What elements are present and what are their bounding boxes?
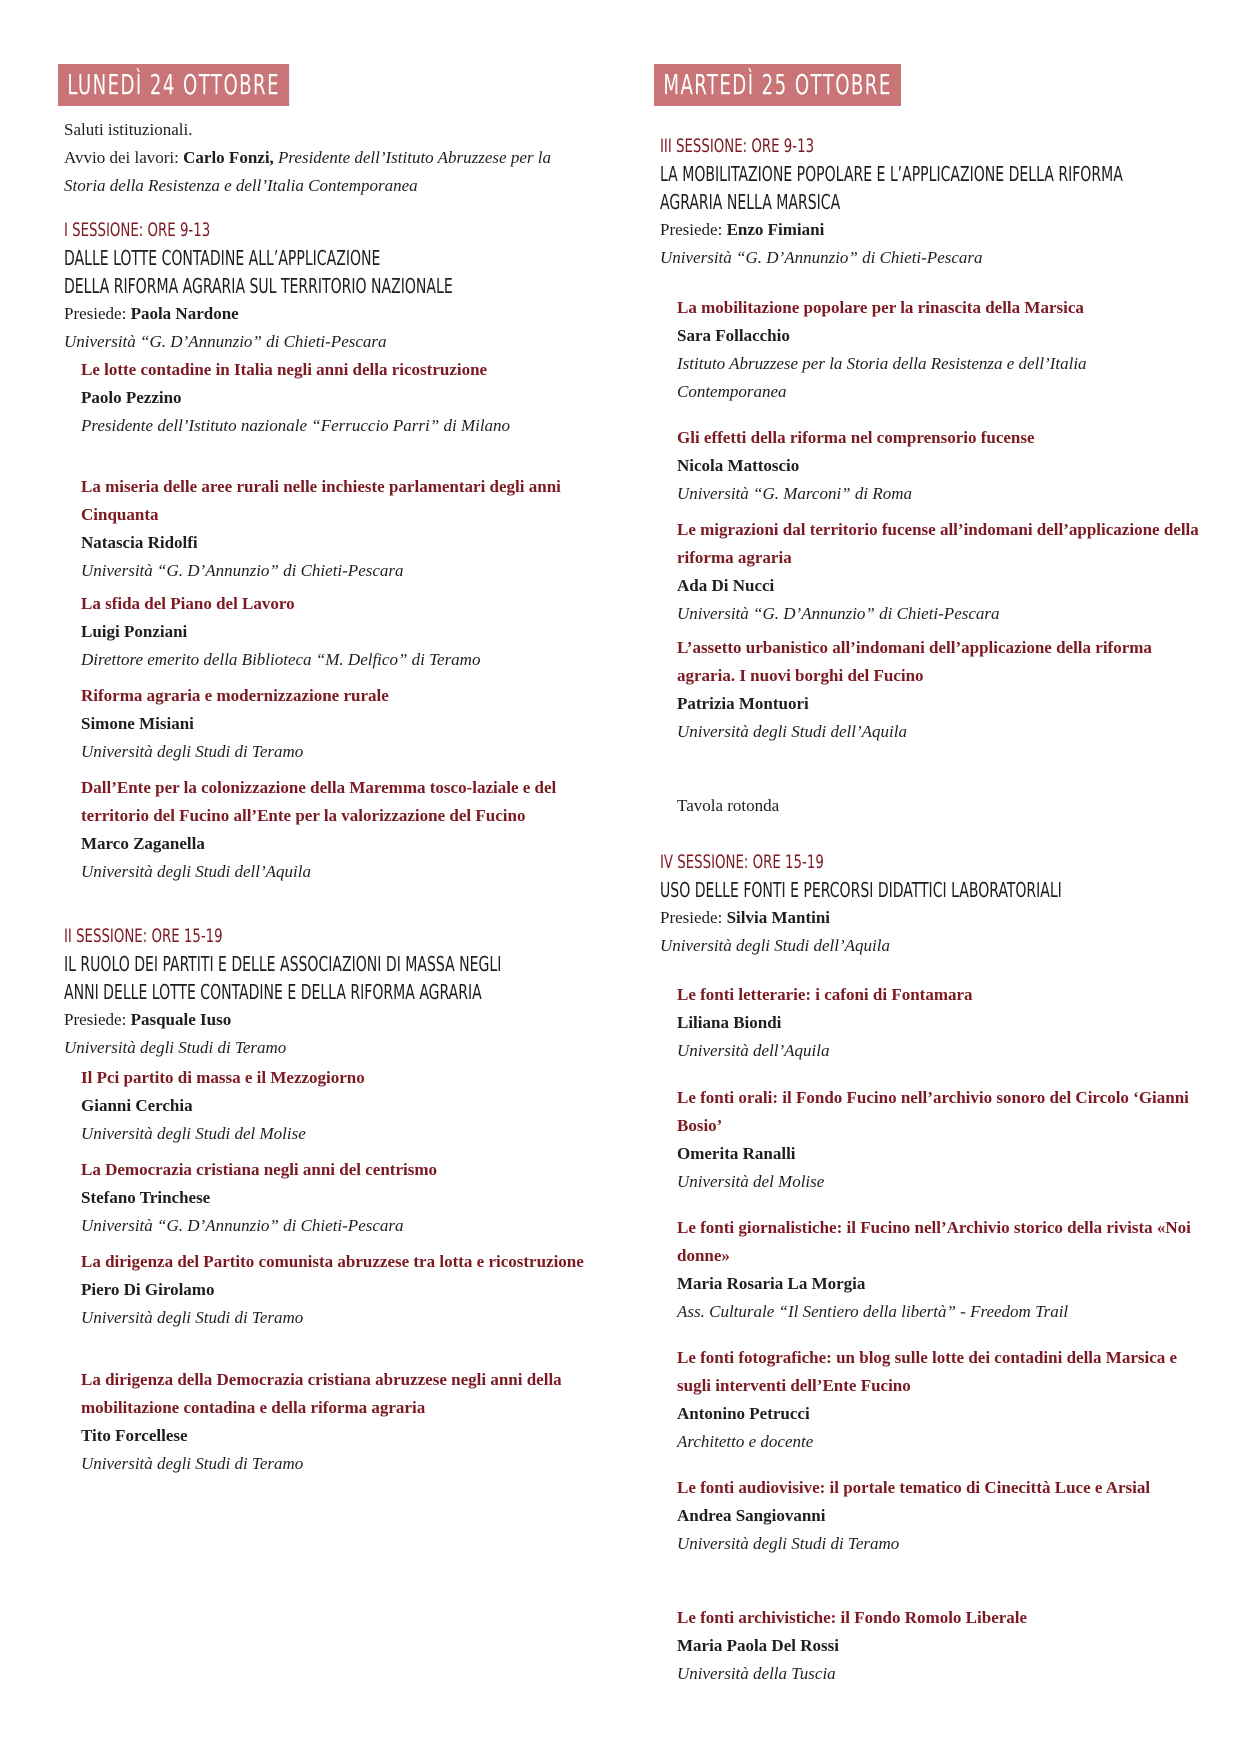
talk [81, 1366, 584, 1478]
talk-affiliation: Ass. Culturale “Il Sentiero della libertà” - Freedom Trail [677, 1302, 1069, 1321]
talk-title: Le fonti audiovisive: il portale tematico di Cinecittà Luce e Arsial [677, 1478, 1151, 1497]
opening: Avvio dei lavori: Carlo Fonzi, Presidente dell’Istituto Abruzzese per la Storia della Resistenza e dell’Italia Contemporanea [64, 148, 551, 195]
session-label: I SESSIONE: ORE 9-13 [64, 219, 211, 241]
talk [677, 1474, 1200, 1558]
talk-affiliation: Università degli Studi del Molise [81, 1124, 306, 1143]
talk-title: Il Pci partito di massa e il Mezzogiorno [81, 1068, 365, 1087]
session-chair: Presiede: Pasquale Iuso [64, 1010, 232, 1029]
talk-affiliation: Università dell’Aquila [677, 1041, 830, 1060]
session-chair: Presiede: Paola Nardone [64, 304, 239, 323]
talk-speaker: Nicola Mattoscio [677, 456, 800, 475]
talk-speaker: Luigi Ponziani [81, 622, 188, 641]
session-chair-affiliation: Università “G. D’Annunzio” di Chieti-Pescara [660, 248, 983, 267]
talk-speaker: Piero Di Girolamo [81, 1280, 215, 1299]
talk [677, 981, 1200, 1065]
session-3 [660, 132, 1200, 272]
session-title-line: USO DELLE FONTI E PERCORSI DIDATTICI LABORATORIALI [660, 878, 1062, 902]
talk [81, 682, 584, 766]
talk [677, 516, 1200, 628]
talk-title: Le fonti letterarie: i cafoni di Fontamara [677, 985, 973, 1004]
talk-title: La sfida del Piano del Lavoro [81, 594, 295, 613]
talk-affiliation: Università della Tuscia [677, 1664, 836, 1683]
session-4 [660, 848, 1200, 960]
talk-title: La mobilitazione popolare per la rinascita della Marsica [677, 298, 1084, 317]
talk-title: La dirigenza del Partito comunista abruzzese tra lotta e ricostruzione [81, 1252, 584, 1271]
talk-title: Le fonti orali: il Fondo Fucino nell’archivio sonoro del Circolo ‘Gianni Bosio’ [677, 1088, 1189, 1135]
talk [81, 774, 584, 886]
session-1 [64, 216, 584, 356]
talk [81, 356, 584, 440]
talk-speaker: Marco Zaganella [81, 834, 205, 853]
opening-name: Carlo Fonzi, [183, 148, 274, 167]
talk-speaker: Tito Forcellese [81, 1426, 188, 1445]
talk-affiliation: Università degli Studi di Teramo [677, 1534, 900, 1553]
greeting: Saluti istituzionali. [64, 120, 193, 139]
talk-speaker: Omerita Ranalli [677, 1144, 796, 1163]
talk-affiliation: Università “G. D’Annunzio” di Chieti-Pescara [677, 604, 1000, 623]
talk-title: La miseria delle aree rurali nelle inchieste parlamentari degli anni Cinquanta [81, 477, 561, 524]
talk-affiliation: Architetto e docente [677, 1432, 814, 1451]
talk-affiliation: Istituto Abruzzese per la Storia della Resistenza e dell’Italia Contemporanea [677, 354, 1087, 401]
talk [81, 1156, 584, 1240]
session-chair-affiliation: Università “G. D’Annunzio” di Chieti-Pescara [64, 332, 387, 351]
talk-title: La Democrazia cristiana negli anni del centrismo [81, 1160, 438, 1179]
talk-title: Le fonti giornalistiche: il Fucino nell’Archivio storico della rivista «Noi donne» [677, 1218, 1191, 1265]
talk-affiliation: Università degli Studi dell’Aquila [81, 862, 311, 881]
talk-title: Le fonti fotografiche: un blog sulle lotte dei contadini della Marsica e sugli interventi dell’Ente Fucino [677, 1348, 1178, 1395]
talk [677, 1214, 1200, 1326]
talk [81, 1248, 584, 1332]
talk-affiliation: Università del Molise [677, 1172, 825, 1191]
talk [677, 424, 1200, 508]
session-chair: Presiede: Enzo Fimiani [660, 220, 825, 239]
day-heading: MARTEDÌ 25 OTTOBRE [654, 64, 901, 106]
day-heading: LUNEDÌ 24 OTTOBRE [58, 64, 289, 106]
talk-affiliation: Università “G. D’Annunzio” di Chieti-Pescara [81, 1216, 404, 1235]
talk-affiliation: Università “G. Marconi” di Roma [677, 484, 913, 503]
talk-title: Le fonti archivistiche: il Fondo Romolo Liberale [677, 1608, 1028, 1627]
talk-speaker: Simone Misiani [81, 714, 194, 733]
talk-title: Gli effetti della riforma nel comprensorio fucense [677, 428, 1035, 447]
talk-speaker: Gianni Cerchia [81, 1096, 193, 1115]
opening-role: Presidente dell’Istituto Abruzzese per la Storia della Resistenza e dell’Italia Contemporanea [64, 148, 551, 195]
session-title-line: AGRARIA NELLA MARSICA [660, 190, 841, 214]
session-chair-affiliation: Università degli Studi di Teramo [64, 1038, 287, 1057]
session-chair: Presiede: Silvia Mantini [660, 908, 831, 927]
session-label: III SESSIONE: ORE 9-13 [660, 135, 815, 157]
talk-speaker: Paolo Pezzino [81, 388, 182, 407]
session-title-line: ANNI DELLE LOTTE CONTADINE E DELLA RIFORMA AGRARIA [64, 980, 482, 1004]
talk [677, 1604, 1200, 1688]
session-chair-affiliation: Università degli Studi dell’Aquila [660, 936, 890, 955]
talk-speaker: Stefano Trinchese [81, 1188, 211, 1207]
session-title-line: IL RUOLO DEI PARTITI E DELLE ASSOCIAZIONI DI MASSA NEGLI [64, 952, 502, 976]
talk-speaker: Liliana Biondi [677, 1013, 782, 1032]
session-title-line: LA MOBILITAZIONE POPOLARE E L’APPLICAZIONE DELLA RIFORMA [660, 162, 1123, 186]
talk-title: Le migrazioni dal territorio fucense all’indomani dell’applicazione della riforma agraria [677, 520, 1199, 567]
session-2 [64, 922, 584, 1062]
talk-speaker: Andrea Sangiovanni [677, 1506, 826, 1525]
round-table: Tavola rotonda [677, 796, 780, 815]
talk-affiliation: Università degli Studi di Teramo [81, 742, 304, 761]
talk [81, 590, 584, 674]
talk-title: Riforma agraria e modernizzazione rurale [81, 686, 389, 705]
talk-speaker: Patrizia Montuori [677, 694, 809, 713]
talk-affiliation: Università degli Studi dell’Aquila [677, 722, 907, 741]
talk-title: L’assetto urbanistico all’indomani dell’applicazione della riforma agraria. I nuovi borghi del Fucino [677, 638, 1152, 685]
talk-affiliation: Università degli Studi di Teramo [81, 1308, 304, 1327]
talk-title: La dirigenza della Democrazia cristiana abruzzese negli anni della mobilitazione contadina e della riforma agraria [81, 1370, 562, 1417]
talk-speaker: Ada Di Nucci [677, 576, 775, 595]
session-label: II SESSIONE: ORE 15-19 [64, 925, 223, 947]
session-label: IV SESSIONE: ORE 15-19 [660, 851, 824, 873]
talk-affiliation: Università “G. D’Annunzio” di Chieti-Pescara [81, 561, 404, 580]
talk [81, 473, 584, 585]
talk [81, 1064, 584, 1148]
session-title-line: DELLA RIFORMA AGRARIA SUL TERRITORIO NAZIONALE [64, 274, 453, 298]
talk-affiliation: Presidente dell’Istituto nazionale “Ferruccio Parri” di Milano [81, 416, 511, 435]
talk-title: Le lotte contadine in Italia negli anni della ricostruzione [81, 360, 488, 379]
talk [677, 634, 1200, 746]
talk-affiliation: Direttore emerito della Biblioteca “M. Delfico” di Teramo [81, 650, 481, 669]
talk-speaker: Natascia Ridolfi [81, 533, 198, 552]
intro [64, 116, 584, 200]
talk-speaker: Antonino Petrucci [677, 1404, 810, 1423]
talk [677, 294, 1200, 406]
talk [677, 1344, 1200, 1456]
talk-speaker: Maria Rosaria La Morgia [677, 1274, 866, 1293]
talk-speaker: Sara Follacchio [677, 326, 790, 345]
talk [677, 1084, 1200, 1196]
talk-speaker: Maria Paola Del Rossi [677, 1636, 839, 1655]
talk-title: Dall’Ente per la colonizzazione della Maremma tosco-laziale e del territorio del Fucino all’Ente per la valorizzazione del Fucino [81, 778, 557, 825]
session-title-line: DALLE LOTTE CONTADINE ALL’APPLICAZIONE [64, 246, 381, 270]
talk-affiliation: Università degli Studi di Teramo [81, 1454, 304, 1473]
